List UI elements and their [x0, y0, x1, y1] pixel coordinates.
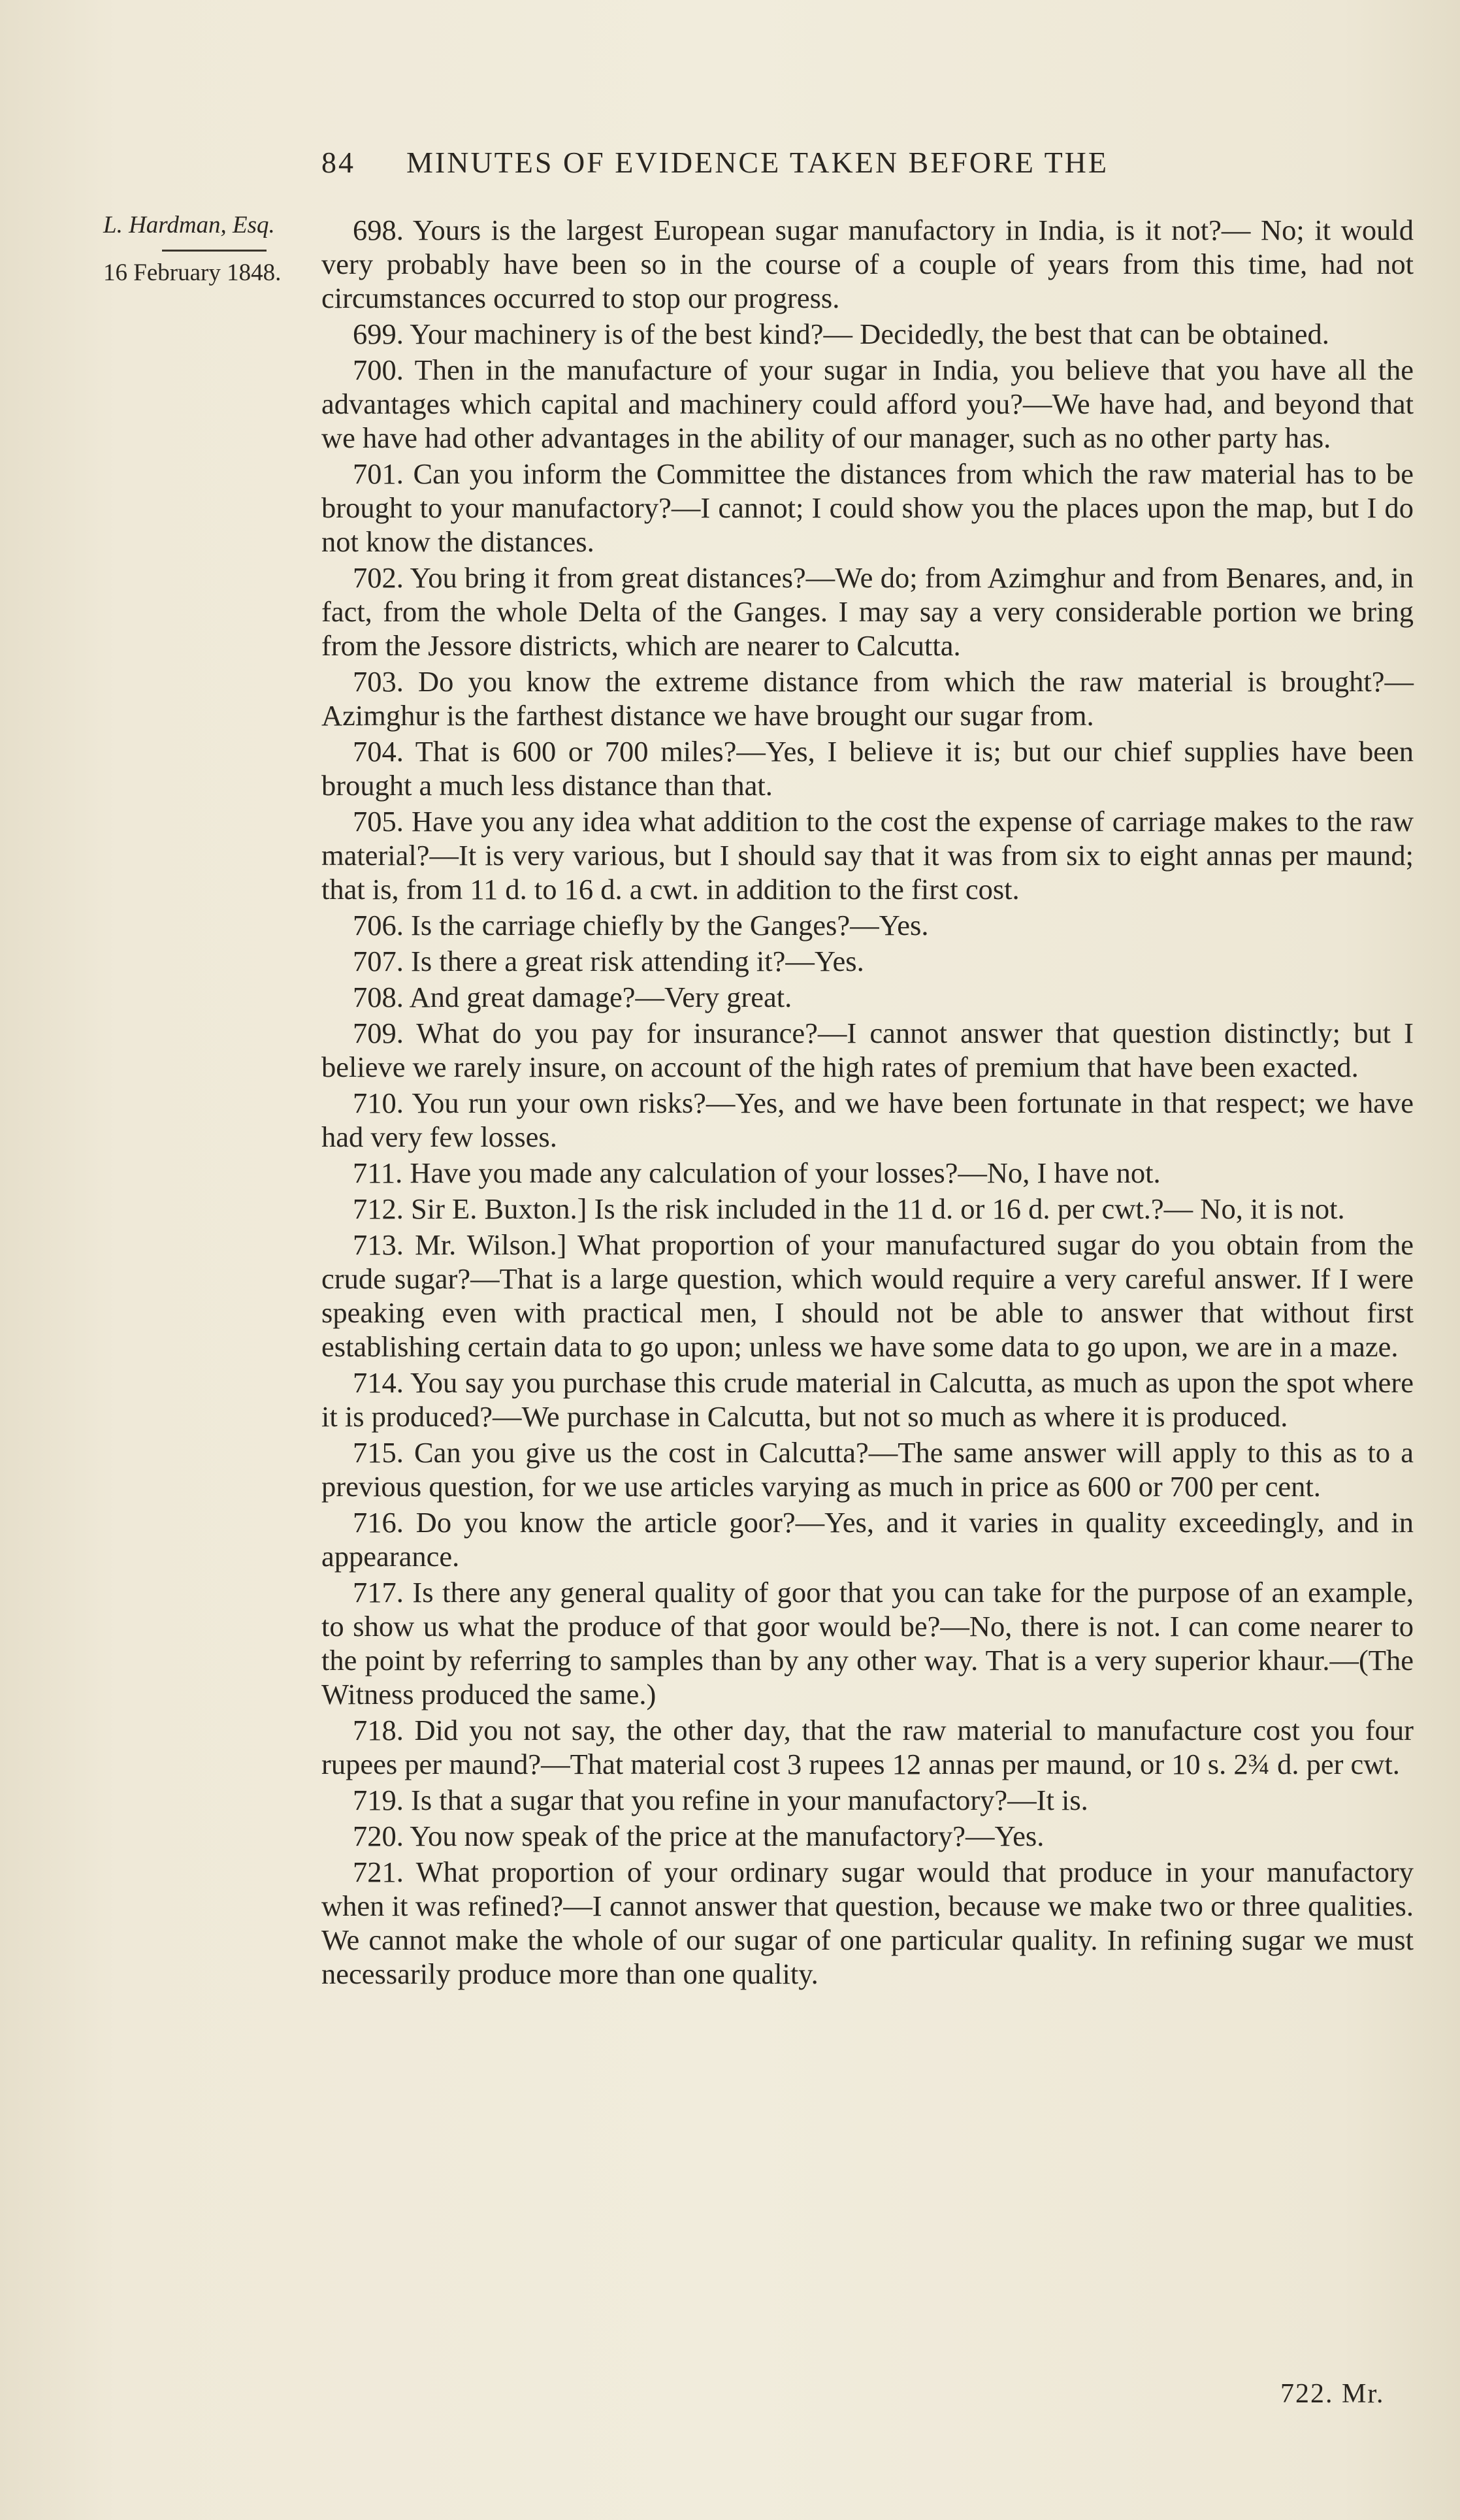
question-701: 701. Can you inform the Committee the distances from which the raw material has to be brought to your manufactory?—I cannot; I could show you the places upon the map, but I do not know the distances.	[321, 457, 1414, 558]
question-703: 703. Do you know the extreme distance from which the raw material is brought?—Azimghur is the farthest distance we have brought our sugar from.	[321, 665, 1414, 732]
question-721: 721. What proportion of your ordinary sugar would that produce in your manufactory when it was refined?—I cannot answer that question, because we make two or three qualities. We cannot make the whole of our sugar of one particular quality. In refining sugar we must necessarily produce more than one quality.	[321, 1856, 1414, 1990]
question-704: 704. That is 600 or 700 miles?—Yes, I believe it is; but our chief supplies have been brought a much less distance than that.	[321, 735, 1414, 802]
question-700: 700. Then in the manufacture of your sugar in India, you believe that you have all the advantages which capital and machinery could afford you?—We have had, and beyond that we have had other advantages in the ability of our manager, such as no other party has.	[321, 353, 1414, 454]
page-header	[321, 145, 1460, 180]
catchword: 722. Mr.	[1280, 2379, 1385, 2409]
question-709: 709. What do you pay for insurance?—I cannot answer that question distinctly; but I believe we rarely insure, on account of the high rates of premium that have been exacted.	[321, 1017, 1414, 1083]
question-717: 717. Is there any general quality of goor that you can take for the purpose of an example, to show us what the produce of that goor would be?—No, there is not. I can come nearer to the point by referring to samples than by any other way. That is a very superior khaur.—(The Witness produced the same.)	[321, 1576, 1414, 1710]
question-699: 699. Your machinery is of the best kind?— Decidedly, the best that can be obtained.	[353, 318, 1329, 350]
margin-note	[103, 209, 325, 289]
question-705: 705. Have you any idea what addition to the cost the expense of carriage makes to the raw material?—It is very various, but I should say that it was from six to eight annas per maund; that is, from 11 d. to 16 d. a cwt. in addition to the first cost.	[321, 805, 1414, 906]
evidence-date: 16 February 1848.	[103, 259, 282, 286]
question-711: 711. Have you made any calculation of your losses?—No, I have not.	[353, 1156, 1161, 1189]
question-716: 716. Do you know the article goor?—Yes, and it varies in quality exceedingly, and in appearance.	[321, 1506, 1414, 1573]
margin-rule	[162, 250, 267, 252]
question-710: 710. You run your own risks?—Yes, and we have been fortunate in that respect; we have had very few losses.	[321, 1087, 1414, 1153]
question-714: 714. You say you purchase this crude material in Calcutta, as much as upon the spot where it is produced?—We purchase in Calcutta, but not so much as where it is produced.	[321, 1366, 1414, 1433]
question-707: 707. Is there a great risk attending it?—Yes.	[353, 945, 864, 977]
question-720: 720. You now speak of the price at the manufactory?—Yes.	[353, 1820, 1045, 1852]
question-708: 708. And great damage?—Very great.	[353, 981, 792, 1013]
question-719: 719. Is that a sugar that you refine in your manufactory?—It is.	[353, 1784, 1088, 1816]
question-702: 702. You bring it from great distances?—We do; from Azimghur and from Benares, and, in fact, from the whole Delta of the Ganges. I may say a very considerable portion we bring from the Jessore districts, which are nearer to Calcutta.	[321, 561, 1414, 662]
witness-name: L. Hardman, Esq.	[103, 212, 275, 238]
question-698: 698. Yours is the largest European sugar manufactory in India, is it not?— No; it would very probably have been so in the course of a couple of years from this time, had not circumstances occurred to stop our progress.	[321, 214, 1414, 314]
question-713: 713. Mr. Wilson.] What proportion of your manufactured sugar do you obtain from the crude sugar?—That is a large question, which would require a very careful answer. If I were speaking even with practical men, I should not be able to answer that without first establishing certain data to go upon; unless we have some data to go upon, we are in a maze.	[321, 1228, 1414, 1363]
page-number: 84	[321, 146, 355, 179]
question-715: 715. Can you give us the cost in Calcutta?—The same answer will apply to this as to a previous question, for we use articles varying as much in price as 600 or 700 per cent.	[321, 1436, 1414, 1503]
running-title: MINUTES OF EVIDENCE TAKEN BEFORE THE	[406, 146, 1109, 179]
question-706: 706. Is the carriage chiefly by the Ganges?—Yes.	[353, 909, 929, 941]
question-712: 712. Sir E. Buxton.] Is the risk included in the 11 d. or 16 d. per cwt.?— No, it is not.	[353, 1192, 1345, 1225]
evidence-text	[321, 213, 1414, 1993]
question-718: 718. Did you not say, the other day, that the raw material to manufacture cost you four rupees per maund?—That material cost 3 rupees 12 annas per maund, or 10 s. 2¾ d. per cwt.	[321, 1714, 1414, 1780]
